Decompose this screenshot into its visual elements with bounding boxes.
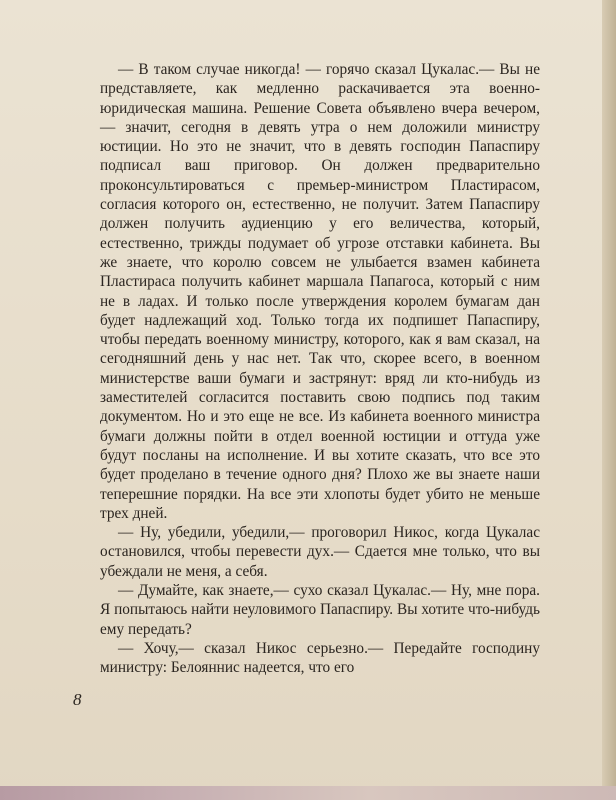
paragraph: — Хочу,— сказал Никос серьезно.— Передайте господину министру: Белояннис надеется, что его [100, 639, 540, 677]
paragraph: — В таком случае никогда! — горячо сказал Цукалас.— Вы не представляете, как медленно раскачивается эта военно-юридическая машина. Решение Совета объявлено вчера вечером,— значит, сегодня в девять утра о нем доложили министру юстиции. Но это не значит, что в девять господин Папаспиру подписал ваш приговор. Он должен предварительно проконсультироваться с премьер-министром Пластирасом, согласия которого он, естественно, не получит. Затем Папаспиру должен получить аудиенцию у его величества, который, естественно, трижды подумает об угрозе отставки кабинета. Вы же знаете, что королю совсем не улыбается взамен кабинета Пластираса получить кабинет маршала Папагоса, который с ним не в ладах. И только после утверждения королем бумагам дан будет надлежащий ход. Только тогда их подпишет Папаспиру, чтобы передать военному министру, которого, как я вам сказал, на сегодняшний день у нас нет. Так что, скорее всего, в военном министерстве ваши бумаги и застрянут: вряд ли кто-нибудь из заместителей согласится поставить свою подпись под таким документом. Но и это еще не все. Из кабинета военного министра бумаги должны пойти в отдел военной юстиции и оттуда уже будут посланы на исполнение. И вы хотите сказать, что все это будет проделано в течение одного дня? Плохо же вы знаете наши теперешние порядки. На все эти хлопоты будет убито не меньше трех дней. [100, 61, 540, 522]
body-text [100, 60, 540, 678]
paragraph: — Думайте, как знаете,— сухо сказал Цукалас.— Ну, мне пора. Я попытаюсь найти неуловимого Папаспиру. Вы хотите что-нибудь ему передать? [100, 582, 540, 638]
page-bottom-edge [0, 786, 616, 800]
page-number: 8 [73, 690, 82, 709]
paragraph: — Ну, убедили, убедили,— проговорил Никос, когда Цукалас остановился, чтобы перевести дух.— Сдается мне только, что вы убеждали не меня, а себя. [100, 524, 540, 580]
page-edge-shadow [602, 0, 616, 800]
